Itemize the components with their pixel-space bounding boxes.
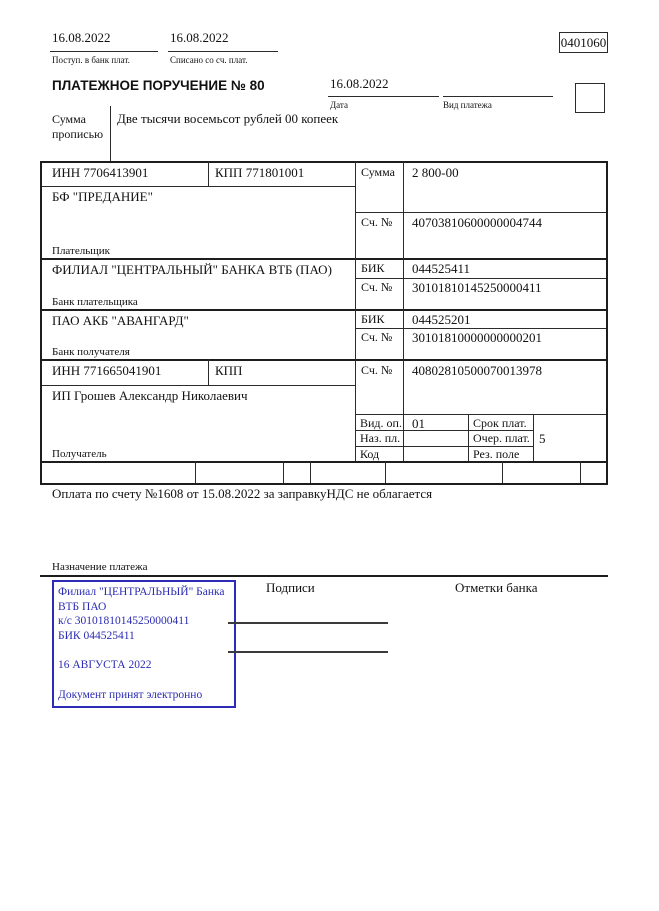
amount-words-value: Две тысячи восемьсот рублей 00 копеек [117, 111, 339, 126]
payer-account: 40703810600000004744 [412, 215, 542, 230]
signature-line-2 [228, 651, 388, 653]
payer-bank-section-label: Банк плательщика [52, 296, 138, 308]
payee-section-label: Получатель [52, 448, 107, 460]
sum-value: 2 800-00 [412, 165, 459, 180]
payee-account-label: Сч. № [361, 363, 393, 377]
bank-marks-heading: Отметки банка [455, 580, 538, 595]
payee-inn: ИНН 771665041901 [52, 363, 162, 378]
payee-bank-name: ПАО АКБ "АВАНГАРД" [52, 313, 189, 328]
payer-bank-bik-label: БИК [361, 261, 385, 275]
form-code-box: 0401060 [559, 32, 608, 53]
payment-purpose-text: Оплата по счету №1608 от 15.08.2022 за заправкуНДС не облагается [52, 486, 433, 501]
payer-section-label: Плательщик [52, 245, 110, 257]
bank-stamp [52, 580, 236, 708]
stamp-bank-line2: ВТБ ПАО [58, 600, 107, 613]
stamp-corr-account: к/с 30101810145250000411 [58, 615, 190, 628]
stamp-bank-line1: Филиал "ЦЕНТРАЛЬНЫЙ" Банка [58, 586, 225, 598]
date-debited-label: Списано со сч. плат. [170, 55, 248, 65]
payer-bank-account-label: Сч. № [361, 280, 393, 294]
payee-bank-bik: 044525201 [412, 312, 471, 327]
due-date-label: Срок плат. [473, 416, 527, 430]
signature-line-1 [228, 622, 388, 624]
payer-bank-name: ФИЛИАЛ "ЦЕНТРАЛЬНЫЙ" БАНКА ВТБ (ПАО) [52, 262, 332, 277]
code-label: Код [360, 447, 380, 461]
payee-bank-account: 30101810000000000201 [412, 330, 542, 345]
op-type-label: Вид. оп. [360, 416, 402, 430]
date-received-label: Поступ. в банк плат. [52, 55, 130, 65]
priority-value: 5 [539, 431, 546, 446]
priority-label: Очер. плат. [473, 431, 530, 445]
payer-name: БФ "ПРЕДАНИЕ" [52, 189, 153, 204]
payee-bank-bik-label: БИК [361, 312, 385, 326]
document-title: ПЛАТЕЖНОЕ ПОРУЧЕНИЕ № 80 [52, 78, 265, 93]
reserve-field-label: Рез. поле [473, 447, 520, 461]
payee-bank-account-label: Сч. № [361, 330, 393, 344]
payee-name: ИП Грошев Александр Николаевич [52, 388, 248, 403]
payer-bank-account: 30101810145250000411 [412, 280, 542, 295]
payer-account-label: Сч. № [361, 215, 393, 229]
stamp-bik: БИК 044525411 [58, 630, 135, 643]
payee-kpp: КПП [215, 363, 243, 378]
stamp-note: Документ принят электронно [58, 689, 203, 702]
payer-kpp: КПП 771801001 [215, 165, 305, 180]
date-received-value: 16.08.2022 [52, 30, 111, 45]
payee-account: 40802810500070013978 [412, 363, 542, 378]
purpose-code-label: Наз. пл. [360, 431, 401, 445]
order-date-value: 16.08.2022 [330, 76, 389, 91]
order-date-label: Дата [330, 100, 348, 110]
date-debited-value: 16.08.2022 [170, 30, 229, 45]
status-checkbox [575, 83, 605, 113]
payee-bank-section-label: Банк получателя [52, 346, 130, 358]
payer-bank-bik: 044525411 [412, 261, 471, 276]
signatures-heading: Подписи [266, 580, 315, 595]
stamp-date: 16 АВГУСТА 2022 [58, 658, 152, 671]
payment-purpose-label: Назначение платежа [52, 561, 148, 573]
payment-type-label: Вид платежа [443, 100, 492, 110]
op-type-value: 01 [412, 416, 425, 431]
amount-words-label: Сумма прописью [52, 112, 104, 141]
payer-inn: ИНН 7706413901 [52, 165, 149, 180]
sum-label: Сумма [361, 165, 395, 179]
